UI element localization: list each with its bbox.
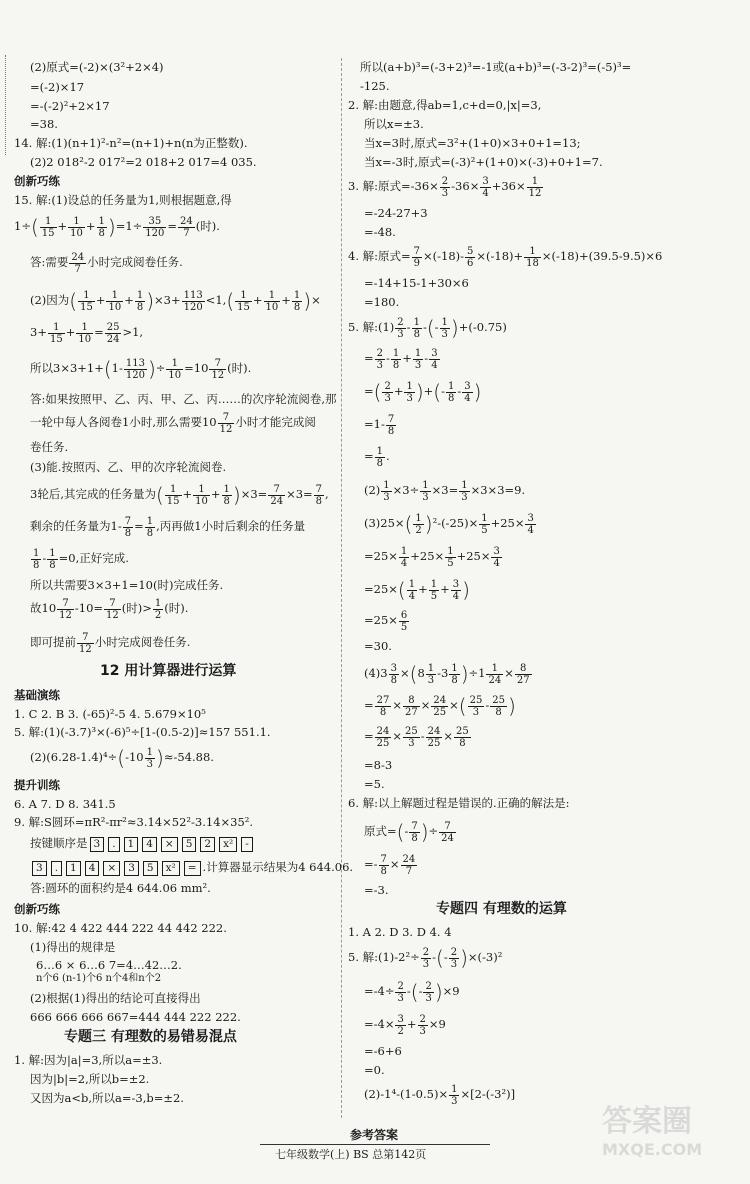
column-divider: [341, 58, 343, 1118]
text-span: ×3+: [154, 293, 181, 307]
text-span: =1-: [364, 417, 385, 431]
formula-line: =25× $\frac{1}{4}$ +25× $\frac{1}{5}$ +25× $\frac{3}{4}$: [364, 545, 500, 569]
text-span: -10=: [74, 601, 104, 615]
text-span: ×(-3)²: [467, 950, 503, 964]
text-span: 小时才能完成阅: [235, 415, 316, 429]
text-span: ÷1: [468, 666, 486, 680]
formula-line: 5. 解:(1)-2²÷ $\frac{2}{3}$ -(- $\frac{2}{3}$ )×(-3)²: [348, 946, 503, 970]
text-line: 卷任务.: [30, 440, 69, 454]
footer-rule: [260, 1144, 490, 1145]
text-span: 小时完成阅卷任务.: [87, 255, 183, 269]
text-span: ×(-18)-: [423, 249, 465, 263]
text-line: n个6 (n-1)个6 n个4和n个2: [36, 973, 162, 984]
formula-line: = $\frac{1}{8}$ .: [364, 445, 390, 469]
text-span: 按键顺序是: [30, 836, 88, 850]
text-line: 1. A 2. D 3. D 4. 4: [348, 925, 452, 939]
formula-line: 剩余的任务量为1- $\frac{7}{8}$ = $\frac{1}{8}$ ,丙再做1小时后剩余的任务量: [30, 515, 306, 539]
calculator-key: 3: [124, 861, 139, 876]
calculator-key: ×: [161, 837, 178, 852]
text-span: 5. 解:(1): [348, 320, 395, 334]
footer-title: 参考答案: [350, 1128, 399, 1142]
text-line: 因为|b|=2,所以b=±2.: [30, 1072, 150, 1086]
text-line: =30.: [364, 639, 392, 653]
text-span: ×3=: [286, 487, 313, 501]
formula-line: =25× $\frac{6}{5}$: [364, 609, 408, 633]
formula-line: 一轮中每人各阅卷1小时,那么需要10 $\frac{7}{12}$ 小时才能完成阅: [30, 411, 316, 435]
text-span: .计算器显示结果为4 644.06.: [202, 860, 354, 874]
formula-line: (2)-1⁴-(1-0.5)× $\frac{1}{3}$ ×[2-(-3²)]: [364, 1083, 516, 1107]
text-span: =-4×: [364, 1017, 395, 1031]
formula-line: 答:需要 $\frac{24}{7}$ 小时完成阅卷任务.: [30, 251, 183, 275]
text-line: -125.: [360, 79, 390, 93]
text-line: =8-3: [364, 758, 393, 772]
formula-line: 1÷( $\frac{1}{15}$ + $\frac{1}{10}$ + $\frac{1}{8}$ )=1÷ $\frac{35}{120}$ = $\frac{24}{7}$ (时).: [14, 215, 220, 239]
text-span: =25×: [364, 613, 398, 627]
text-span: +36×: [491, 179, 526, 193]
calculator-key: x²: [219, 837, 237, 852]
text-span: (时).: [164, 601, 189, 615]
question-15: 15. 解:(1)设总的任务量为1,则根据题意,得: [14, 193, 232, 207]
formula-line: (2)因为( $\frac{1}{15}$ + $\frac{1}{10}$ + $\frac{1}{8}$ )×3+ $\frac{113}{120}$ <1,( $\frac{1}{15}$ + $\frac{1}{10}$ + $\frac{1}{8}$ )×: [30, 289, 321, 313]
text-line: (2)2 018²-2 017²=2 018+2 017=4 035.: [30, 155, 257, 169]
text-span: =: [364, 449, 374, 463]
text-line: =-24-27+3: [364, 206, 428, 220]
text-span: 3+: [30, 325, 47, 339]
left-margin-dots: [5, 55, 7, 155]
text-span: 故10: [30, 601, 57, 615]
text-span: (2)-1⁴-(1-0.5)×: [364, 1087, 449, 1101]
text-line: =180.: [364, 295, 400, 309]
text-line: =(-2)×17: [30, 80, 85, 94]
text-line: 当x=3时,原式=3²+(1+0)×3+0+1=13;: [364, 136, 581, 150]
text-line: (1)得出的规律是: [30, 940, 116, 954]
text-span: ×(-18)+: [476, 249, 524, 263]
text-span: 4. 解:原式=: [348, 249, 411, 263]
watermark-text: 答案圈: [602, 1104, 692, 1139]
text-line: (2)根据(1)得出的结论可直接得出: [30, 991, 201, 1005]
text-line: =-14+15-1+30×6: [364, 276, 469, 290]
formula-line: 5. 解:(1) $\frac{2}{3}$ - $\frac{1}{8}$ -(- $\frac{1}{3}$ )+(-0.75): [348, 316, 507, 340]
text-span: 小时完成阅卷任务.: [94, 635, 191, 649]
text-span: 所以3×3+1+: [30, 361, 104, 375]
section-heading: 创新巧练: [14, 174, 60, 188]
formula-line: = $\frac{24}{25}$ × $\frac{25}{3}$ - $\frac{24}{25}$ × $\frac{25}{8}$: [364, 725, 469, 749]
key-sequence: [30, 860, 353, 876]
text-line: =5.: [364, 777, 385, 791]
text-span: (4)3: [364, 666, 388, 680]
key-sequence: [30, 836, 255, 852]
text-span: +: [406, 1017, 417, 1031]
text-span: >1,: [122, 325, 144, 339]
calculator-key: -: [241, 837, 253, 852]
text-line: =-3.: [364, 883, 389, 897]
formula-line: = $\frac{2}{3}$ - $\frac{1}{8}$ + $\frac{1}{3}$ - $\frac{3}{4}$: [364, 347, 438, 371]
text-span: (2)因为: [30, 293, 70, 307]
text-line: 666 666 666 667=444 444 222 222.: [30, 1010, 241, 1024]
text-span: 3轮后,其完成的任务量为: [30, 487, 156, 501]
text-line: 6. 解:以上解题过程是错误的.正确的解法是:: [348, 796, 570, 810]
formula-line: 3. 解:原式=-36× $\frac{2}{3}$ -36× $\frac{3}{4}$ +36× $\frac{1}{12}$: [348, 175, 542, 199]
text-line: 1. 解:因为|a|=3,所以a=±3.: [14, 1053, 163, 1067]
text-line: 6. A 7. D 8. 341.5: [14, 797, 116, 811]
calculator-key: 2: [200, 837, 215, 852]
text-span: 3. 解:原式=-36×: [348, 179, 439, 193]
text-span: =25×: [364, 582, 398, 596]
text-line: 10. 解:42 4 422 444 222 44 442 222.: [14, 921, 227, 935]
text-span: (时).: [227, 361, 252, 375]
formula-line: 3+ $\frac{1}{15}$ + $\frac{1}{10}$ = $\frac{25}{24}$ >1,: [30, 321, 144, 345]
text-line: 答:圆环的面积约是4 644.06 mm².: [30, 881, 211, 895]
text-line: 9. 解:S圆环=πR²-πr²≈3.14×52²-3.14×35².: [14, 815, 254, 829]
calculator-key: x²: [162, 861, 180, 876]
text-span: (时).: [195, 219, 220, 233]
text-span: (时)>: [121, 601, 152, 615]
text-line: 答:如果按照甲、乙、丙、甲、乙、丙……的次序轮流阅卷,那: [30, 392, 337, 406]
text-line: 当x=-3时,原式=(-3)²+(1+0)×(-3)+0+1=7.: [364, 155, 603, 169]
formula-line: 3轮后,其完成的任务量为( $\frac{1}{15}$ + $\frac{1}{10}$ + $\frac{1}{8}$ )×3= $\frac{7}{24}$ ×3= $\frac{7}{8}$ ,: [30, 483, 329, 507]
text-span: ×: [311, 293, 321, 307]
text-line: =-6+6: [364, 1044, 402, 1058]
section-heading: 提升训练: [14, 778, 60, 792]
question-14: 14. 解:(1)(n+1)²-n²=(n+1)+n(n为正整数).: [14, 136, 248, 150]
text-span: =-4÷: [364, 984, 395, 998]
watermark-url: MXQE.COM: [602, 1140, 703, 1159]
text-span: ,丙再做1小时后剩余的任务量: [156, 519, 306, 533]
calculator-key: 4: [142, 837, 157, 852]
formula-line: (2)(6.28-1.4)⁴÷(-10 $\frac{1}{3}$ )≈-54.88.: [30, 746, 214, 770]
section-heading: 创新巧练: [14, 902, 60, 916]
formula-line: =( $\frac{2}{3}$ + $\frac{1}{3}$ )+(- $\frac{1}{8}$ - $\frac{3}{4}$ ): [364, 380, 482, 404]
text-span: <1,: [205, 293, 227, 307]
calculator-key: 4: [85, 861, 100, 876]
chapter-title-4: 专题四 有理数的运算: [436, 901, 567, 917]
text-line: 又因为a<b,所以a=-3,b=±2.: [30, 1091, 184, 1105]
text-span: (3)25×: [364, 516, 405, 530]
formula-line: =25×( $\frac{1}{4}$ + $\frac{1}{5}$ + $\frac{3}{4}$ ): [364, 578, 470, 602]
calculator-key: .: [108, 837, 119, 852]
text-line: 5. 解:(1)(-3.7)³×(-6)⁵÷[1-(0.5-2)]≈157 551.1.: [14, 725, 271, 739]
formula-line: 4. 解:原式= $\frac{7}{9}$ ×(-18)- $\frac{5}{6}$ ×(-18)+ $\frac{1}{18}$ ×(-18)+(39.5-9.5)×6: [348, 245, 663, 269]
calculator-key: 3: [90, 837, 105, 852]
section-heading: 基础演练: [14, 688, 60, 702]
text-line: 1. C 2. B 3. (-65)²-5 4. 5.679×10⁵: [14, 707, 206, 721]
watermark-logo: [602, 1104, 742, 1178]
formula-line: = $\frac{27}{8}$ × $\frac{8}{27}$ × $\frac{24}{25}$ ×( $\frac{25}{3}$ - $\frac{25}{8}$ ): [364, 694, 516, 718]
text-line: =0.: [364, 1063, 385, 1077]
formula-line: $\frac{1}{8}$ - $\frac{1}{8}$ =0,正好完成.: [33, 547, 129, 571]
text-span: +25×: [490, 516, 525, 530]
text-span: -(-25)×: [437, 516, 479, 530]
formula-line: 所以3×3+1+(1- $\frac{113}{120}$ )÷ $\frac{1}{10}$ =10 $\frac{7}{12}$ (时).: [30, 357, 252, 381]
text-line: 6…6 × 6…6 7=4…42…2.: [36, 958, 182, 972]
text-span: ×3×3=9.: [470, 483, 526, 497]
text-line: =38.: [30, 117, 58, 131]
formula-line: =1- $\frac{7}{8}$: [364, 413, 395, 437]
text-span: 答:需要: [30, 255, 69, 269]
text-line: 所以共需要3×3+1=10(时)完成任务.: [30, 578, 224, 592]
formula-line: 故10 $\frac{7}{12}$ -10= $\frac{7}{12}$ (时)> $\frac{1}{2}$ (时).: [30, 597, 189, 621]
text-span: (2): [364, 483, 381, 497]
text-line: (3)能.按照丙、乙、甲的次序轮流阅卷.: [30, 460, 227, 474]
text-line: =-48.: [364, 225, 396, 239]
text-span: +(-0.75): [458, 320, 507, 334]
text-line: 所以(a+b)³=(-3+2)³=-1或(a+b)³=(-3-2)³=(-5)³=: [360, 60, 632, 74]
formula-line: (3)25×( $\frac{1}{2}$ )²-(-25)× $\frac{1}{5}$ +25× $\frac{3}{4}$: [364, 512, 534, 536]
text-span: ≈-54.88.: [163, 750, 214, 764]
text-span: =-: [364, 857, 378, 871]
calculator-key: 1: [124, 837, 139, 852]
calculator-key: 3: [32, 861, 47, 876]
text-span: 即可提前: [30, 635, 76, 649]
text-span: =0,正好完成.: [58, 551, 129, 565]
text-span: 5. 解:(1)-2²÷: [348, 950, 420, 964]
chapter-title-3: 专题三 有理数的易错易混点: [64, 1029, 237, 1045]
calculator-key: ×: [103, 861, 120, 876]
text-span: ×3=: [240, 487, 268, 501]
text-span: 剩余的任务量为1-: [30, 519, 122, 533]
text-line: =-(-2)²+2×17: [30, 99, 110, 113]
calculator-key: 5: [143, 861, 158, 876]
formula-line: =-4× $\frac{3}{2}$ + $\frac{2}{3}$ ×9: [364, 1013, 446, 1037]
calculator-key: 1: [66, 861, 81, 876]
footer-page-info: 七年级数学(上) BS 总第142页: [275, 1148, 427, 1161]
formula-line: =- $\frac{7}{8}$ × $\frac{24}{7}$: [364, 853, 416, 877]
text-span: 一轮中每人各阅卷1小时,那么需要10: [30, 415, 217, 429]
formula-line: (4)3 $\frac{3}{8}$ ×(8 $\frac{1}{3}$ -3 $\frac{1}{8}$ )÷1 $\frac{1}{24}$ × $\frac{8}{27}$: [364, 662, 530, 686]
text-line: 所以x=±3.: [364, 117, 424, 131]
text-span: ×9: [442, 984, 460, 998]
calculator-key: .: [51, 861, 62, 876]
text-span: ×[2-(-3²)]: [460, 1087, 516, 1101]
text-span: =25×: [364, 549, 398, 563]
formula-line: =-4÷ $\frac{2}{3}$ -(- $\frac{2}{3}$ )×9: [364, 980, 460, 1004]
text-span: (2)(6.28-1.4)⁴÷: [30, 750, 118, 764]
formula-line: 即可提前 $\frac{7}{12}$ 小时完成阅卷任务.: [30, 631, 191, 655]
chapter-title-12: 12 用计算器进行运算: [100, 663, 237, 679]
text-span: 原式=: [364, 824, 397, 838]
text-span: -36×: [451, 179, 480, 193]
formula-line: 原式=(- $\frac{7}{8}$ )÷ $\frac{7}{24}$: [364, 820, 454, 844]
text-line: 2. 解:由题意,得ab=1,c+d=0,|x|=3,: [348, 98, 542, 112]
calculator-key: 5: [182, 837, 197, 852]
text-line: (2)原式=(-2)×(3²+2×4): [30, 60, 164, 74]
text-span: ×(-18)+(39.5-9.5)×6: [541, 249, 663, 263]
formula-line: (2) $\frac{1}{3}$ ×3÷ $\frac{1}{3}$ ×3= $\frac{1}{3}$ ×3×3=9.: [364, 479, 526, 503]
text-span: ×9: [428, 1017, 446, 1031]
calculator-key: =: [184, 861, 201, 876]
